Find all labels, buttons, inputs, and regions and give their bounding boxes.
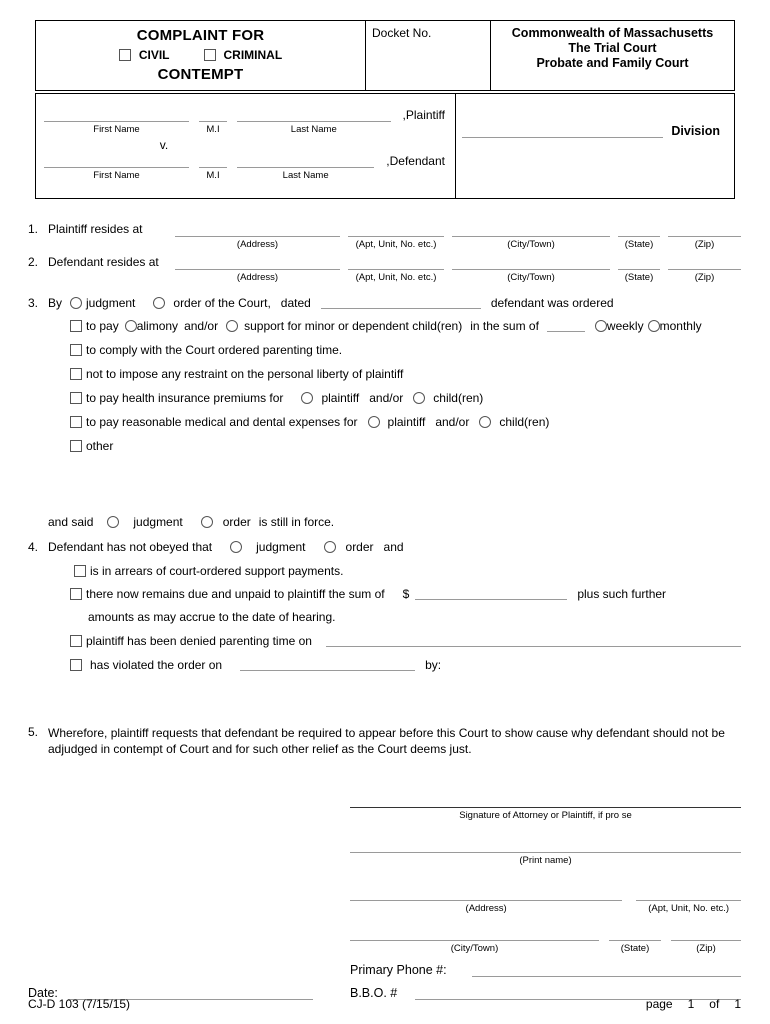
division-input[interactable] [462,125,663,138]
defendant-state-input[interactable] [618,257,660,270]
contempt-type-row [119,48,282,62]
court-cell [491,21,734,90]
said-judgment-radio[interactable] [107,516,119,528]
signature-caption: Signature of Attorney or Plaintiff, if pro se [459,810,632,821]
item-3-number: 3. [28,296,39,310]
item-4-sub-denied-parenting [70,634,741,648]
court-name-line3: Probate and Family Court [536,56,689,70]
medical-expenses-checkbox[interactable] [70,416,82,428]
signature-section [28,795,741,1000]
item-1-plaintiff-residence [28,222,741,250]
form-number: CJ-D 103 (7/15/15) [28,997,131,1011]
said-order-radio[interactable] [201,516,213,528]
address-label: (Address) [465,903,507,914]
zip-label: (Zip) [694,272,715,283]
date-row [28,795,350,1000]
plaintiff-name-row [44,108,445,135]
obeyed-order-label: order [345,540,374,554]
plaintiff-state-input[interactable] [618,224,660,237]
by-label: by: [425,658,442,672]
address-label: (Address) [236,272,279,283]
item-2-number: 2. [28,255,39,269]
print-name-caption: (Print name) [519,855,572,866]
order-radio[interactable] [153,297,165,309]
unpaid-amount-input[interactable] [415,587,567,600]
other-checkbox[interactable] [70,440,82,452]
phone-input[interactable] [472,964,741,977]
item-3-sub-pay-support [70,319,741,333]
defendant-first-name-input[interactable] [44,155,189,168]
attorney-apt-input[interactable] [636,888,741,901]
form-header [35,20,735,91]
state-label: (State) [620,943,650,954]
dollar-sign-label: $ [402,587,410,601]
phone-label: Primary Phone #: [350,963,447,977]
judgment-radio[interactable] [70,297,82,309]
print-name-input[interactable] [350,840,741,853]
plaintiff-city-input[interactable] [452,224,610,237]
judgment-label: judgment [86,296,136,310]
health-children-label: child(ren) [433,391,484,405]
item-3-sub-health-insurance [70,391,741,405]
item-2-defendant-residence [28,255,741,283]
and-said-label: and said [48,515,94,529]
support-radio[interactable] [226,320,238,332]
city-label: (City/Town) [450,943,499,954]
item-3-judgment-row [28,296,741,310]
plaintiff-suffix: ,Plaintiff [402,108,445,122]
item-4-sub-arrears [74,564,741,578]
last-name-label: Last Name [282,170,329,181]
unpaid-sum-label: there now remains due and unpaid to plaintiff the sum of [86,587,385,601]
parties-box [35,93,735,199]
alimony-radio[interactable] [125,320,137,332]
and-label: and [383,540,404,554]
plaintiff-first-name-input[interactable] [44,109,189,122]
no-restraint-checkbox[interactable] [70,368,82,380]
item-4-number: 4. [28,540,39,554]
parties-names-cell [36,94,456,198]
form-footer [28,997,741,1011]
middle-initial-label: M.I [206,124,220,135]
comply-parenting-checkbox[interactable] [70,344,82,356]
obeyed-judgment-radio[interactable] [230,541,242,553]
plus-further-label: plus such further [577,587,667,601]
item-3-sub-other [70,439,741,453]
monthly-radio[interactable] [648,320,660,332]
first-name-label: First Name [93,170,140,181]
defendant-zip-input[interactable] [668,257,741,270]
comply-parenting-label: to comply with the Court ordered parenting time. [86,343,343,357]
zip-label: (Zip) [696,943,716,954]
division-label: Division [671,124,720,138]
item-3-sub-restraint [70,367,741,381]
division-cell [456,94,734,198]
page-total: 1 [734,997,741,1011]
item-3-sub-parenting-time [70,343,741,357]
denied-parenting-label: plaintiff has been denied parenting time on [86,634,312,648]
order-date-input[interactable] [321,296,481,309]
other-label: other [86,439,114,453]
health-insurance-label: to pay health insurance premiums for [86,391,284,405]
attorney-state-input[interactable] [609,928,661,941]
denied-parenting-date-input[interactable] [326,634,741,647]
item-2-text: Defendant resides at [48,255,159,269]
violated-order-label: has violated the order on [90,658,223,672]
medical-expenses-label: to pay reasonable medical and dental expenses for [86,415,358,429]
date-label: Date: [28,986,58,1000]
city-label: (City/Town) [507,272,555,283]
weekly-radio[interactable] [595,320,607,332]
apt-label: (Apt, Unit, No. etc.) [355,272,437,283]
item-1-number: 1. [28,222,39,236]
state-label: (State) [624,272,654,283]
plaintiff-apt-input[interactable] [348,224,444,237]
medical-plaintiff-label: plaintiff [387,415,426,429]
court-name-line2: The Trial Court [568,41,657,55]
bbo-label: B.B.O. # [350,986,398,1000]
defendant-name-row [44,154,445,181]
item-4-not-obeyed-row [28,540,741,554]
andor-label: and/or [369,391,404,405]
arrears-checkbox[interactable] [74,565,86,577]
first-name-label: First Name [93,124,140,135]
apt-label: (Apt, Unit, No. etc.) [648,903,730,914]
still-in-force-row [48,515,741,529]
andor-label: and/or [184,319,219,333]
monthly-label: monthly [659,319,702,333]
pay-support-checkbox[interactable] [70,320,82,332]
medical-children-label: child(ren) [499,415,550,429]
defendant-city-input[interactable] [452,257,610,270]
accrue-label: amounts as may accrue to the date of hearing. [88,610,336,624]
support-label: support for minor or dependent child(ren) [244,319,463,333]
item-1-text: Plaintiff resides at [48,222,143,236]
no-restraint-label: not to impose any restraint on the personal liberty of plaintiff [86,367,404,381]
health-insurance-checkbox[interactable] [70,392,82,404]
civil-checkbox[interactable] [119,49,131,61]
defendant-last-name-input[interactable] [237,155,374,168]
item-5-number: 5. [28,725,39,739]
docket-label: Docket No. [372,26,432,40]
item-4-text: Defendant has not obeyed that [48,540,213,554]
item-5-wherefore [28,725,741,757]
arrears-label: is in arrears of court-ordered support payments. [90,564,344,578]
in-sum-label: in the sum of [470,319,539,333]
item-5-text: Wherefore, plaintiff requests that defendant be required to appear before this Court to show cause why defendant should not be adjudged in contempt of Court and for such other relief as the Court deems just. [48,726,725,756]
unpaid-sum-checkbox[interactable] [70,588,82,600]
weekly-label: weekly [606,319,644,333]
middle-initial-label: M.I [206,170,220,181]
defendant-middle-initial-input[interactable] [199,155,227,168]
civil-label: CIVIL [138,48,170,62]
item-4-sub-unpaid-cont [88,610,741,624]
defendant-apt-input[interactable] [348,257,444,270]
order-of-court-label: order of the Court, [173,296,271,310]
dated-label: dated [280,296,311,310]
item-3-by: By [48,296,63,310]
item-4-sub-unpaid-sum [70,587,741,601]
obeyed-order-radio[interactable] [324,541,336,553]
header-title-cell [36,21,366,90]
obeyed-judgment-label: judgment [256,540,306,554]
health-plaintiff-radio[interactable] [301,392,313,404]
defendant-address-input[interactable] [175,257,340,270]
form-title-line1: COMPLAINT FOR [136,27,265,44]
zip-label: (Zip) [694,239,715,250]
page-of-label: of [709,997,720,1011]
plaintiff-last-name-input[interactable] [237,109,391,122]
page-indicator [646,997,741,1011]
page-current: 1 [687,997,695,1011]
violated-order-checkbox[interactable] [70,659,82,671]
said-judgment-label: judgment [133,515,183,529]
city-label: (City/Town) [507,239,555,250]
item-3-sub-medical-expenses [70,415,741,429]
medical-children-radio[interactable] [479,416,491,428]
defendant-suffix: ,Defendant [386,154,445,168]
plaintiff-address-input[interactable] [175,224,340,237]
medical-plaintiff-radio[interactable] [368,416,380,428]
address-label: (Address) [236,239,279,250]
sum-amount-input[interactable] [547,319,585,332]
attorney-city-input[interactable] [350,928,599,941]
docket-cell[interactable] [366,21,491,90]
alimony-label: alimony [136,319,179,333]
signature-input[interactable] [350,795,741,808]
item-4-sub-violated-order [70,658,741,672]
criminal-label: CRIMINAL [223,48,283,62]
page-label: page [645,997,673,1011]
signature-block [350,795,741,1000]
court-name-line1: Commonwealth of Massachusetts [511,26,714,40]
denied-parenting-checkbox[interactable] [70,635,82,647]
violated-order-date-input[interactable] [240,658,415,671]
health-children-radio[interactable] [413,392,425,404]
versus-label: v. [159,138,169,152]
andor-label: and/or [435,415,470,429]
plaintiff-zip-input[interactable] [668,224,741,237]
plaintiff-middle-initial-input[interactable] [199,109,227,122]
attorney-address-input[interactable] [350,888,622,901]
attorney-zip-input[interactable] [671,928,741,941]
defendant-ordered-label: defendant was ordered [490,296,614,310]
said-order-label: order [222,515,251,529]
still-in-force-label: is still in force. [258,515,335,529]
criminal-checkbox[interactable] [204,49,216,61]
form-title-line2: CONTEMPT [157,66,244,83]
apt-label: (Apt, Unit, No. etc.) [355,239,437,250]
to-pay-label: to pay [86,319,119,333]
state-label: (State) [624,239,654,250]
health-plaintiff-label: plaintiff [321,391,360,405]
last-name-label: Last Name [290,124,337,135]
